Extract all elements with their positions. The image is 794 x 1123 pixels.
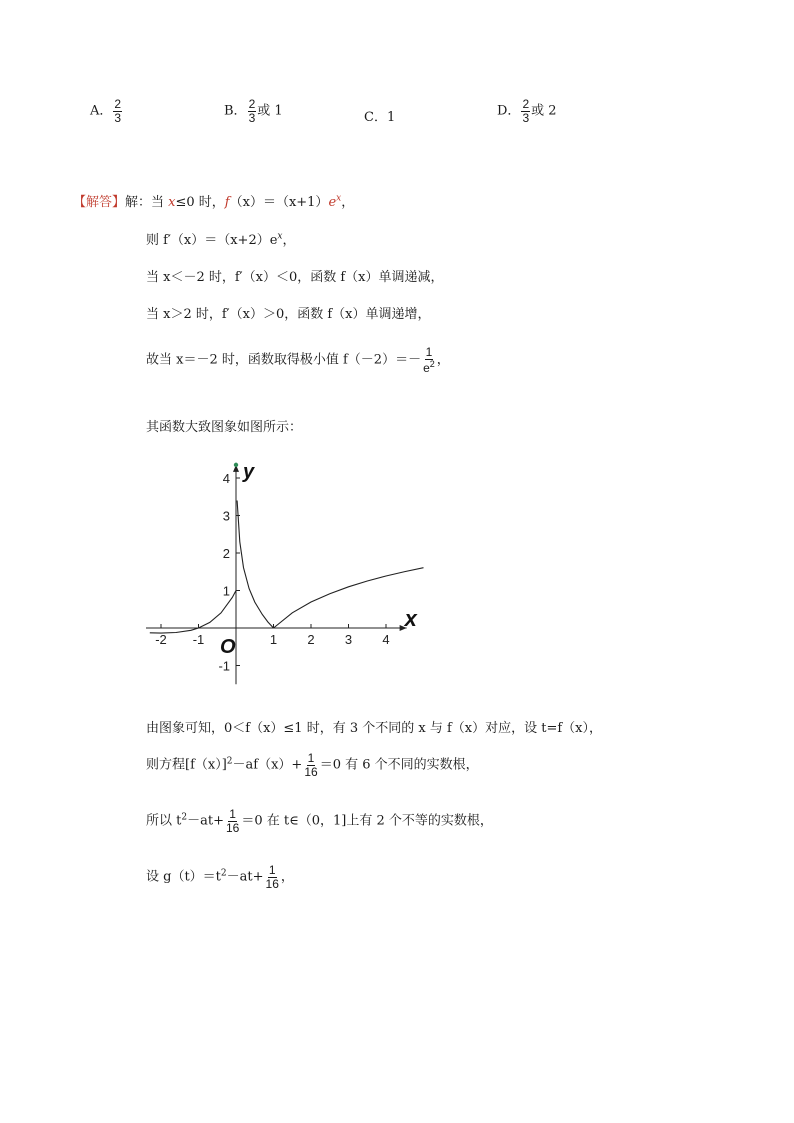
x-tick-label: 2 xyxy=(307,632,315,647)
y-tick-label: 3 xyxy=(222,508,230,524)
x-tick-label: 1 xyxy=(269,632,278,647)
x-tick-label: 3 xyxy=(344,632,353,647)
solution-line-6: 其函数大致图象如图所示： xyxy=(146,420,303,435)
solution-line-4: 当 x＞2 时，f′（x）＞0，函数 f（x）单调递增， xyxy=(146,307,431,322)
option-a-label: A． xyxy=(90,103,113,119)
min-value-fraction: $\frac{1}{e^2}$ xyxy=(423,345,435,375)
x-tick-label: 4 xyxy=(382,632,390,647)
solution-line-2: 则 $f'(x)=(x+2)e^x$， xyxy=(146,231,296,248)
curve-segment-2 xyxy=(237,501,273,629)
y-tick-label: 4 xyxy=(222,471,230,486)
option-d[interactable] xyxy=(497,98,557,124)
y-tick-label: 1 xyxy=(222,583,230,599)
y-axis-tip-dot xyxy=(234,463,238,467)
option-d-label: D． xyxy=(497,103,521,119)
x-tick-label: -1 xyxy=(192,632,205,647)
option-c-suffix: 1 xyxy=(386,110,396,125)
option-b[interactable] xyxy=(224,98,283,124)
option-b-suffix: 或 1 xyxy=(257,103,283,119)
solution-line-7: 由图象可知，0＜f（x）≤1 时，有 3 个不同的 x 与 f（x）对应，设 t=f（x）， xyxy=(146,721,603,736)
solution-tag: 【解答】 xyxy=(73,195,126,210)
solution-line-9: 所以 $t^2-at+$ $\frac{1}{16}$ ＝0 在 t∈（0，1]上有 2 个不等的实数根， xyxy=(146,807,493,835)
option-c-label: C． xyxy=(364,110,387,125)
solution-line-3: 当 x＜－2 时，f′（x）＜0，函数 f（x）单调递减， xyxy=(146,270,444,285)
graph-axes xyxy=(146,460,407,685)
graph-curves xyxy=(150,501,424,634)
option-b-label: B． xyxy=(224,103,247,119)
curve-segment-3 xyxy=(274,568,424,628)
x-tick-label: -2 xyxy=(155,632,167,647)
origin-label: O xyxy=(220,636,236,658)
solution-line-1: 【解答】解：当 x≤0 时，$f(x)=(x+1)e^x$， xyxy=(73,193,355,210)
solution-line-8: 则方程$[f(x)]^2-af(x)+$ $\frac{1}{16}$ ＝0 有 6 个不同的实数根， xyxy=(146,751,479,779)
y-tick-label: 2 xyxy=(222,546,230,561)
solution-line-5: 故当 x＝－2 时，函数取得极小值 f（－2）＝－ $\frac{1}{e^2}$ ， xyxy=(146,345,450,375)
option-b-fraction: $\frac{2}{3}$ xyxy=(248,97,256,125)
solution-line-10: 设 $g(t)=t^2-at+$ $\frac{1}{16}$ ， xyxy=(146,863,294,891)
option-a-fraction: $\frac{2}{3}$ xyxy=(114,97,122,125)
option-d-suffix: 或 2 xyxy=(531,103,557,119)
option-c[interactable] xyxy=(364,106,395,125)
option-a[interactable] xyxy=(90,98,123,124)
x-axis-label: x xyxy=(404,606,417,631)
function-graph xyxy=(140,455,440,695)
y-axis-label: y xyxy=(243,460,255,483)
option-d-fraction: $\frac{2}{3}$ xyxy=(522,97,530,125)
graph-ticks xyxy=(155,471,389,674)
y-tick-label: -1 xyxy=(218,658,230,674)
